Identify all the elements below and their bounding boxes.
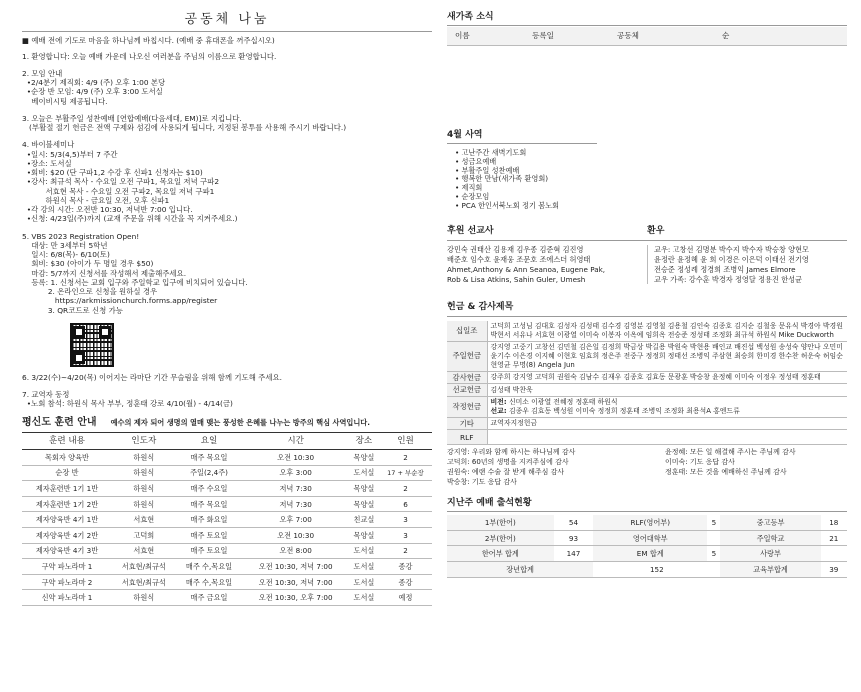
- training-cell: 주일(2,4주): [176, 465, 243, 481]
- missionaries-list: [447, 245, 647, 285]
- attendance-cell: 5: [707, 515, 720, 531]
- offering-row: [447, 396, 847, 417]
- support-section: [447, 226, 847, 284]
- training-cell: 하원식: [112, 450, 176, 466]
- missionary-line: Rob & Lisa Atkins, Sahin Guler, Umesh: [447, 274, 586, 284]
- training-cell: 2: [379, 543, 432, 559]
- training-cell: 신약 파노라마 1: [22, 590, 112, 606]
- missionary-line: 강민숙 권태산 김용재 김우종 김준혁 김진영: [447, 244, 584, 254]
- offering-names: 강지영 고중기 고창선 김민철 김은일 김정희 박금상 박길용 박원숙 박현용 배인교 배진섭 백성원 송성숙 양안나 오민미 윤기수 이은경 이지혜 이현호 임효희 정은주 전중구 정정희 정태선 조병익 주삼현 최승희 한미경 한수찬 허운숙 허임순 현영균 무명(8) Angela Jun: [487, 341, 847, 371]
- training-cell: 예정: [379, 590, 432, 606]
- notice-line: 2. 온라인으로 신청을 원하실 경우: [22, 287, 158, 296]
- qr-code[interactable]: [70, 323, 114, 367]
- notice-line: (부활절 절기 헌금은 전액 구제와 섬김에 사용되게 됩니다, 지정된 봉투를 사용해 주시기 바랍니다.): [22, 123, 347, 132]
- training-cell: 목회자 양육반: [22, 450, 112, 466]
- attendance-cell: 18: [821, 515, 847, 531]
- training-row: [22, 527, 432, 543]
- training-cell: 매주 토요일: [176, 543, 243, 559]
- thanks-line: 정훈태: 모든 것을 예배하신 주님께 감사: [665, 467, 787, 476]
- attendance-cell: 147: [554, 546, 594, 562]
- attendance-cell: 주일학교: [720, 530, 820, 546]
- training-cell: 6: [379, 496, 432, 512]
- training-cell: 도서실: [349, 543, 379, 559]
- notice-line: 마감: 5/7까지 신청서를 작성해서 제출해주세요.: [22, 268, 187, 278]
- offering-names: 강주희 강지영 고덕희 권원숙 김남수 김재우 김종호 김효동 문광훈 박승창 윤정혜 이미숙 이정우 정성태 정훈태: [487, 371, 847, 384]
- offering-heading: 헌금 & 감사제목: [447, 302, 847, 316]
- notice-line: 서효현 목사 - 수요일 오전 구파2, 목요일 저녁 구파1: [22, 186, 215, 196]
- april-heading: 4월 사역: [447, 130, 597, 144]
- notice-line: 1. 환영합니다: 오늘 예배 가운데 나오신 여러분을 주님의 이름으로 환영합니다.: [22, 51, 277, 61]
- training-cell: 서효현: [112, 512, 176, 528]
- training-row: [22, 465, 432, 481]
- notice-section: [22, 140, 432, 223]
- training-cell: 고덕희: [112, 527, 176, 543]
- offering-category: 주일헌금: [447, 341, 487, 371]
- pledge-label-mission: 선교:: [490, 406, 509, 415]
- notice-line: •2/4분기 제직회: 4/9 (주) 오후 1:00 본당: [22, 78, 166, 87]
- april-item: • 순장모임: [455, 193, 847, 202]
- april-item: • PCA 한인서북노회 정기 봄노회: [455, 202, 847, 211]
- training-row: [22, 543, 432, 559]
- offering-category: 감사헌금: [447, 371, 487, 384]
- patient-line: 교우: 고창선 김명분 박수지 박수자 박승창 양현모: [654, 244, 809, 254]
- patient-line: 교우 가족: 강수훈 박경자 정영달 정용진 한성균: [654, 274, 803, 284]
- training-cell: 저녁 7:30: [242, 496, 349, 512]
- offering-names: 고덕희 고성님 김대호 김성자 김성태 김수경 김영분 김영철 김용철 김인숙 김종호 김지순 김철웅 문유식 박경아 박경원 박현서 서유나 서효현 이광열 이미숙 이봉자 이옥예 임희옥 전승준 정성태 조정화 최규석 하원식 Mike Duckworth: [487, 321, 847, 341]
- offering-row: [447, 417, 847, 430]
- training-cell: 오전 10:30: [242, 527, 349, 543]
- notice-section: [22, 373, 432, 382]
- newcomer-table-header: [447, 27, 847, 45]
- training-cell: 제자훈련반 1기 1반: [22, 481, 112, 497]
- offering-category: 기타: [447, 417, 487, 430]
- training-cell: 저녁 7:30: [242, 481, 349, 497]
- notice-section: [22, 69, 432, 106]
- training-cell: 오전 10:30, 저녁 7:00: [242, 574, 349, 590]
- training-cell: 서효현: [112, 543, 176, 559]
- notice-line: 회비: $30 (아이가 두 명일 경우 $50): [22, 259, 154, 269]
- april-item: • 행복한 만남(새가족 환영회): [455, 175, 847, 184]
- training-row: [22, 574, 432, 590]
- patients-heading: 환우: [647, 226, 847, 240]
- training-col-header: 요일: [176, 433, 243, 450]
- offering-category: 작정헌금: [447, 396, 487, 417]
- offering-names: 교역자지정헌금: [487, 417, 847, 430]
- thanks-right: [647, 448, 847, 487]
- pledge-names-mission: 김종우 김효동 백성원 이미숙 정정희 정훈태 조병익 조정화 최용석A 홍엔드류: [508, 406, 740, 415]
- training-cell: 매주 토요일: [176, 527, 243, 543]
- training-heading: 평신도 훈련 안내: [22, 416, 97, 428]
- training-cell: 하원식: [112, 465, 176, 481]
- notice-section: [22, 390, 432, 409]
- page-title: 공동체 나눔: [22, 12, 432, 32]
- notice-line: •장소: 도서실: [22, 158, 72, 168]
- training-subheading: 예수의 제자 되어 생명의 열매 맺는 풍성한 은혜를 나누는 방주의 핵심 사역입니다.: [110, 417, 370, 427]
- training-cell: 목양실: [349, 496, 379, 512]
- missionary-line: Ahmet,Anthony & Ann Seanoa, Eugene Pak,: [447, 264, 606, 274]
- training-cell: 매주 금요일: [176, 590, 243, 606]
- notice-line: 등록: 1. 신청서는 교회 입구와 주일학교 입구에 비치되어 있습니다.: [22, 277, 248, 287]
- attendance-table: [447, 515, 847, 578]
- notice-line: •일시: 5/3(4,5)부터 7 주간: [22, 149, 118, 159]
- training-cell: 매주 수,목요일: [176, 559, 243, 575]
- attendance-cell: 영어대학부: [593, 530, 707, 546]
- offering-names: 김성태 박찬욱: [487, 384, 847, 397]
- offering-category: 선교헌금: [447, 384, 487, 397]
- training-header: [22, 417, 432, 430]
- training-table: [22, 432, 432, 606]
- training-cell: 서효현/최규석: [112, 559, 176, 575]
- offering-category: 십일조: [447, 321, 487, 341]
- attendance-row: [447, 530, 847, 546]
- attendance-total-label: 장년합계: [447, 562, 593, 578]
- offering-row: [447, 384, 847, 397]
- april-item: • 제직회: [455, 184, 847, 193]
- notice-line: 3. QR코드로 신청 가능: [22, 305, 123, 315]
- training-col-header: 장소: [349, 433, 379, 450]
- attendance-row: [447, 546, 847, 562]
- newcomer-col-group: 순: [722, 31, 730, 41]
- attendance-cell: 1부(한어): [447, 515, 554, 531]
- attendance-cell: 중고등부: [720, 515, 820, 531]
- thanks-line: 이미숙: 기도 응답 감사: [665, 458, 735, 467]
- offering-category: RLF: [447, 430, 487, 445]
- training-cell: 순장 반: [22, 465, 112, 481]
- missionary-line: 배준호 임수호 윤재웅 조문호 조에스더 허영태: [447, 254, 591, 264]
- notice-line: 5. VBS 2023 Registration Open!: [22, 231, 140, 241]
- offering-names: [487, 396, 847, 417]
- attendance-edu-value: 39: [821, 562, 847, 578]
- notice-line: 4. 바이블세미나: [22, 140, 75, 150]
- training-cell: 3: [379, 512, 432, 528]
- pledge-names-vision: 신미소 이광열 전혜정 정훈태 하원식: [508, 397, 618, 406]
- training-cell: 제자양육반 4기 3반: [22, 543, 112, 559]
- training-cell: 3: [379, 527, 432, 543]
- training-cell: 종강: [379, 559, 432, 575]
- training-cell: 친교실: [349, 512, 379, 528]
- notice-sections: [22, 52, 432, 315]
- training-cell: 오후 3:00: [242, 465, 349, 481]
- attendance-total-value: 152: [593, 562, 720, 578]
- april-item: • 성금요예배: [455, 158, 847, 167]
- april-ministry: [447, 130, 847, 211]
- intro-note: ■ 예배 전에 기도로 마음을 하나님께 바칩시다. (예배 중 휴대폰을 꺼주십시오): [22, 36, 275, 46]
- training-cell: 구약 파노라마 2: [22, 574, 112, 590]
- notice-line: •순장 반 모임: 4/9 (주) 오후 3:00 도서실: [22, 87, 163, 97]
- training-cell: 오후 7:00: [242, 512, 349, 528]
- notice-line: 2. 모임 안내: [22, 68, 63, 78]
- notice-section: [22, 114, 432, 133]
- training-row: [22, 512, 432, 528]
- training-col-header: 시간: [242, 433, 349, 450]
- thanks-line: 강지영: 우리와 함께 하시는 하나님께 감사: [447, 448, 576, 457]
- training-cell: 하원식: [112, 481, 176, 497]
- attendance-total-row: [447, 562, 847, 578]
- thanks-notes: [447, 448, 847, 487]
- training-col-header: 인도자: [112, 433, 176, 450]
- thanks-line: 고덕희: 60년의 생명을 지켜주심에 감사: [447, 458, 569, 467]
- training-row: [22, 496, 432, 512]
- notice-line: 하원식 목사 - 금요일 오전, 오후 신파1: [22, 195, 170, 205]
- training-cell: 제자양육반 4기 1반: [22, 512, 112, 528]
- attendance-cell: 93: [554, 530, 594, 546]
- notice-line: •강사: 최규석 목사 - 수요일 오전 구파1, 목요일 저녁 구파2: [22, 177, 220, 187]
- attendance-cell: RLF(영어부): [593, 515, 707, 531]
- notice-line: 베이비시팅 제공됩니다.: [22, 96, 108, 106]
- training-row: [22, 450, 432, 466]
- notice-line: https://arkmissionchurch.forms.app/register: [22, 296, 218, 306]
- notice-line: 3. 오늘은 부활주일 성찬예배 [연합예배(다음세대, EM)]로 지킵니다.: [22, 113, 242, 123]
- training-cell: 하원식: [112, 590, 176, 606]
- patients-block: [647, 226, 847, 284]
- training-cell: 하원식: [112, 496, 176, 512]
- training-cell: 오전 10:30: [242, 450, 349, 466]
- patients-list: [647, 245, 847, 285]
- training-row: [22, 481, 432, 497]
- attendance-cell: 5: [707, 546, 720, 562]
- attendance-cell: 21: [821, 530, 847, 546]
- notice-line: 6. 3/22(수)~4/20(목) 이어지는 라마단 기간 무슬림을 위해 함께 기도해 주세요.: [22, 372, 282, 382]
- training-col-header: 훈련 내용: [22, 433, 112, 450]
- training-table-header: [22, 433, 432, 450]
- training-cell: 목양실: [349, 527, 379, 543]
- training-cell: 매주 수,목요일: [176, 574, 243, 590]
- thanks-line: 권원숙: 예랜 수술 잘 받게 해주심 감사: [447, 467, 565, 476]
- thanks-line: 윤정혜: 모든 일 해결해 주시는 주님께 감사: [665, 448, 796, 457]
- attendance-cell: 2부(한어): [447, 530, 554, 546]
- training-cell: 도서실: [349, 590, 379, 606]
- training-cell: 오전 10:30, 오후 7:00: [242, 590, 349, 606]
- attendance-cell: [707, 530, 720, 546]
- offering-row: [447, 321, 847, 341]
- training-cell: 매주 목요일: [176, 496, 243, 512]
- patient-line: 전승준 정성례 정경희 조병익 James Elmore: [654, 264, 796, 274]
- notice-line: 대상: 만 3세부터 5학년: [22, 240, 108, 250]
- training-cell: 서효현/최규석: [112, 574, 176, 590]
- attendance-cell: EM 합계: [593, 546, 707, 562]
- missionaries-block: [447, 226, 647, 284]
- newcomer-col-name: 이름: [455, 31, 470, 41]
- training-cell: 2: [379, 481, 432, 497]
- training-cell: 도서실: [349, 574, 379, 590]
- newcomer-col-date: 등록일: [532, 31, 555, 41]
- notice-section: [22, 232, 432, 315]
- training-row: [22, 559, 432, 575]
- offering-table: [447, 321, 847, 446]
- training-cell: 17 + 부순장: [379, 465, 432, 481]
- notice-line: •신청: 4/23일(주)까지 (교재 주문을 위해 시간을 꼭 지켜주세요.): [22, 214, 238, 224]
- right-column: [447, 12, 847, 578]
- training-cell: 오전 10:30, 저녁 7:00: [242, 559, 349, 575]
- training-cell: 도서실: [349, 559, 379, 575]
- training-cell: 매주 화요일: [176, 512, 243, 528]
- training-cell: 제자훈련반 1기 2반: [22, 496, 112, 512]
- newcomer-heading: 새가족 소식: [447, 12, 847, 26]
- training-cell: 도서실: [349, 465, 379, 481]
- attendance-cell: [821, 546, 847, 562]
- left-column: [22, 12, 432, 606]
- offering-row: [447, 430, 847, 445]
- training-cell: 목양실: [349, 481, 379, 497]
- april-list: [455, 149, 847, 210]
- attendance-cell: 사랑부: [720, 546, 820, 562]
- training-cell: 제자양육반 4기 2반: [22, 527, 112, 543]
- notice-line: •노회 참석: 하원식 목사 부부, 정훈태 강로 4/10(월) - 4/14(금): [22, 399, 233, 409]
- training-cell: 종강: [379, 574, 432, 590]
- notice-section: [22, 52, 432, 61]
- newcomer-col-community: 공동체: [617, 31, 640, 41]
- offering-row: [447, 341, 847, 371]
- notice-line: •회비: $20 (단 구파1,2 수강 후 신파1 신청자는 $10): [22, 168, 203, 177]
- notice-line: 7. 교역자 동정: [22, 390, 70, 399]
- thanks-line: 박승창: 기도 응답 감사: [447, 477, 517, 486]
- april-item: • 고난주간 새벽기도회: [455, 149, 847, 158]
- training-row: [22, 590, 432, 606]
- notice-line: •각 강의 시간: 오전반 10:30, 저녁반 7:00 입니다.: [22, 205, 193, 214]
- notice-line: 일시: 6/8(목)- 6/10(토): [22, 250, 110, 259]
- training-cell: 2: [379, 450, 432, 466]
- missionaries-heading: 후원 선교사: [447, 226, 647, 240]
- attendance-cell: 한어부 합계: [447, 546, 554, 562]
- attendance-edu-label: 교육부합계: [720, 562, 820, 578]
- thanks-left: [447, 448, 647, 487]
- notice-sections-after: [22, 373, 432, 409]
- training-cell: 목양실: [349, 450, 379, 466]
- patient-line: 윤정란 윤정혜 윤 희 이경은 이은덕 이태선 전기영: [654, 254, 809, 264]
- offering-names: [487, 430, 847, 445]
- attendance-cell: 54: [554, 515, 594, 531]
- pledge-label-vision: 비전:: [490, 397, 509, 406]
- training-cell: 매주 수요일: [176, 481, 243, 497]
- attendance-heading: 지난주 예배 출석현황: [447, 498, 847, 512]
- training-cell: 구약 파노라마 1: [22, 559, 112, 575]
- training-cell: 매주 목요일: [176, 450, 243, 466]
- training-col-header: 인원: [379, 433, 432, 450]
- training-cell: 오전 8:00: [242, 543, 349, 559]
- attendance-row: [447, 515, 847, 531]
- offering-row: [447, 371, 847, 384]
- april-item: • 부활주일 성찬예배: [455, 167, 847, 176]
